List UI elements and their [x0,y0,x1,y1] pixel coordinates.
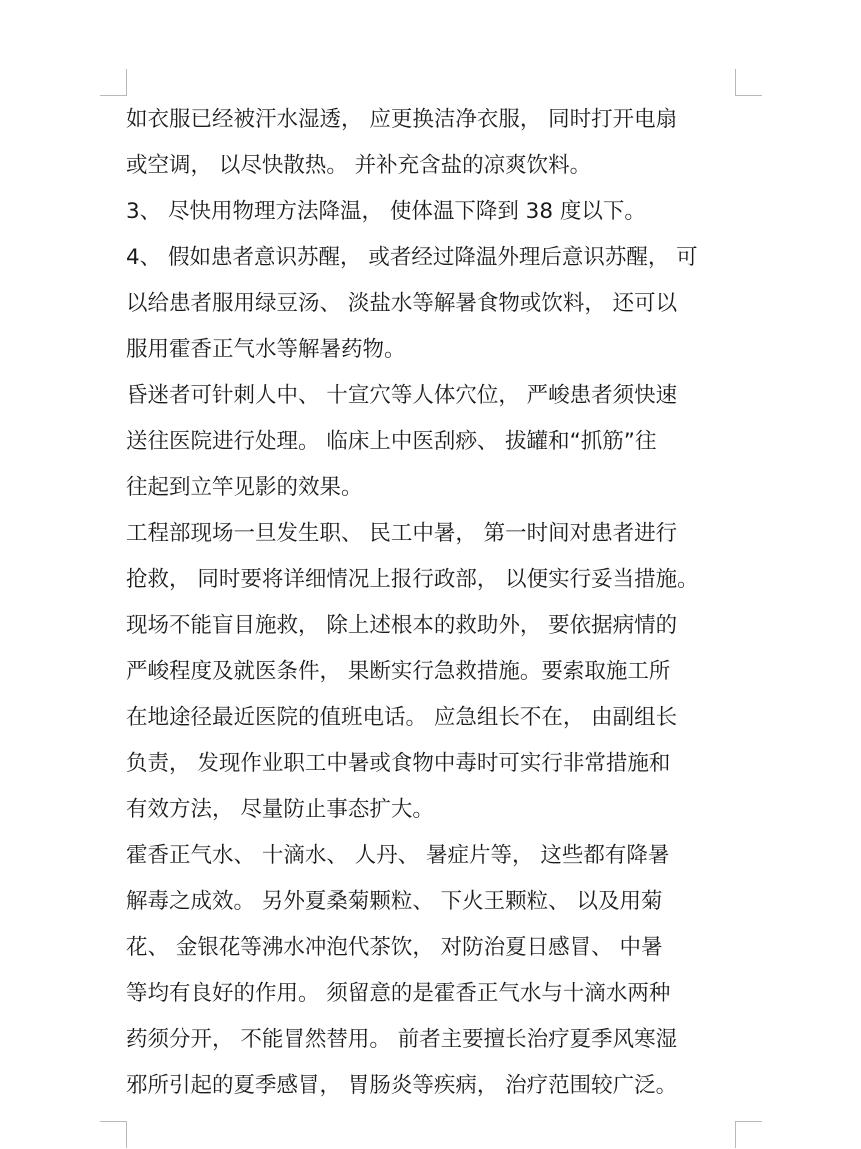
text-line: 以给患者服用绿豆汤、 淡盐水等解暑食物或饮料， 还可以 [126,291,678,316]
text-line: 霍香正气水、 十滴水、 人丹、 暑症片等， 这些都有降暑 [126,843,670,868]
text-line: 药须分开， 不能冒然替用。 前者主要擅长治疗夏季风寒湿 [126,1027,678,1052]
text-line: 现场不能盲目施救， 除上述根本的救助外， 要依据病情的 [126,613,678,638]
text-line: 有效方法， 尽量防止事态扩大。 [126,797,434,822]
text-line: 在地途径最近医院的值班电话。 应急组长不在， 由副组长 [126,705,678,730]
text-line: 如衣服已经被汗水湿透， 应更换洁净衣服， 同时打开电扇 [126,107,678,132]
text-line: 工程部现场一旦发生职、 民工中暑， 第一时间对患者进行 [126,521,678,546]
page-corner-mark-top-left [100,69,127,96]
text-line: 抢救， 同时要将详细情况上报行政部， 以便实行妥当措施。 [126,567,699,592]
text-line: 4、 假如患者意识苏醒， 或者经过降温外理后意识苏醒， 可 [126,245,698,270]
text-line: 严峻程度及就医条件， 果断实行急救措施。要索取施工所 [126,659,671,684]
text-line: 3、 尽快用物理方法降温， 使体温下降到 38 度以下。 [126,199,646,224]
text-line: 等均有良好的作用。 须留意的是霍香正气水与十滴水两种 [126,981,671,1006]
text-line: 解毒之成效。 另外夏桑菊颗粒、 下火王颗粒、 以及用菊 [126,889,663,914]
page-corner-mark-top-right [735,69,762,96]
text-line: 邪所引起的夏季感冒， 胃肠炎等疾病， 治疗范围较广泛。 [126,1073,678,1098]
text-line: 昏迷者可针刺人中、 十宣穴等人体穴位， 严峻患者须快速 [126,383,678,408]
text-line: 送往医院进行处理。 临床上中医刮痧、 拔罐和“抓筋”往 [126,429,657,454]
text-line: 负责， 发现作业职工中暑或食物中毒时可实行非常措施和 [126,751,671,776]
document-body [126,97,738,1109]
text-line: 花、 金银花等沸水冲泡代茶饮， 对防治夏日感冒、 中暑 [126,935,663,960]
text-line: 服用霍香正气水等解暑药物。 [126,337,406,362]
text-line: 或空调， 以尽快散热。 并补充含盐的凉爽饮料。 [126,153,592,178]
page-corner-mark-bottom-left [100,1121,127,1148]
page-corner-mark-bottom-right [735,1121,762,1148]
text-line: 往起到立竿见影的效果。 [126,475,363,500]
